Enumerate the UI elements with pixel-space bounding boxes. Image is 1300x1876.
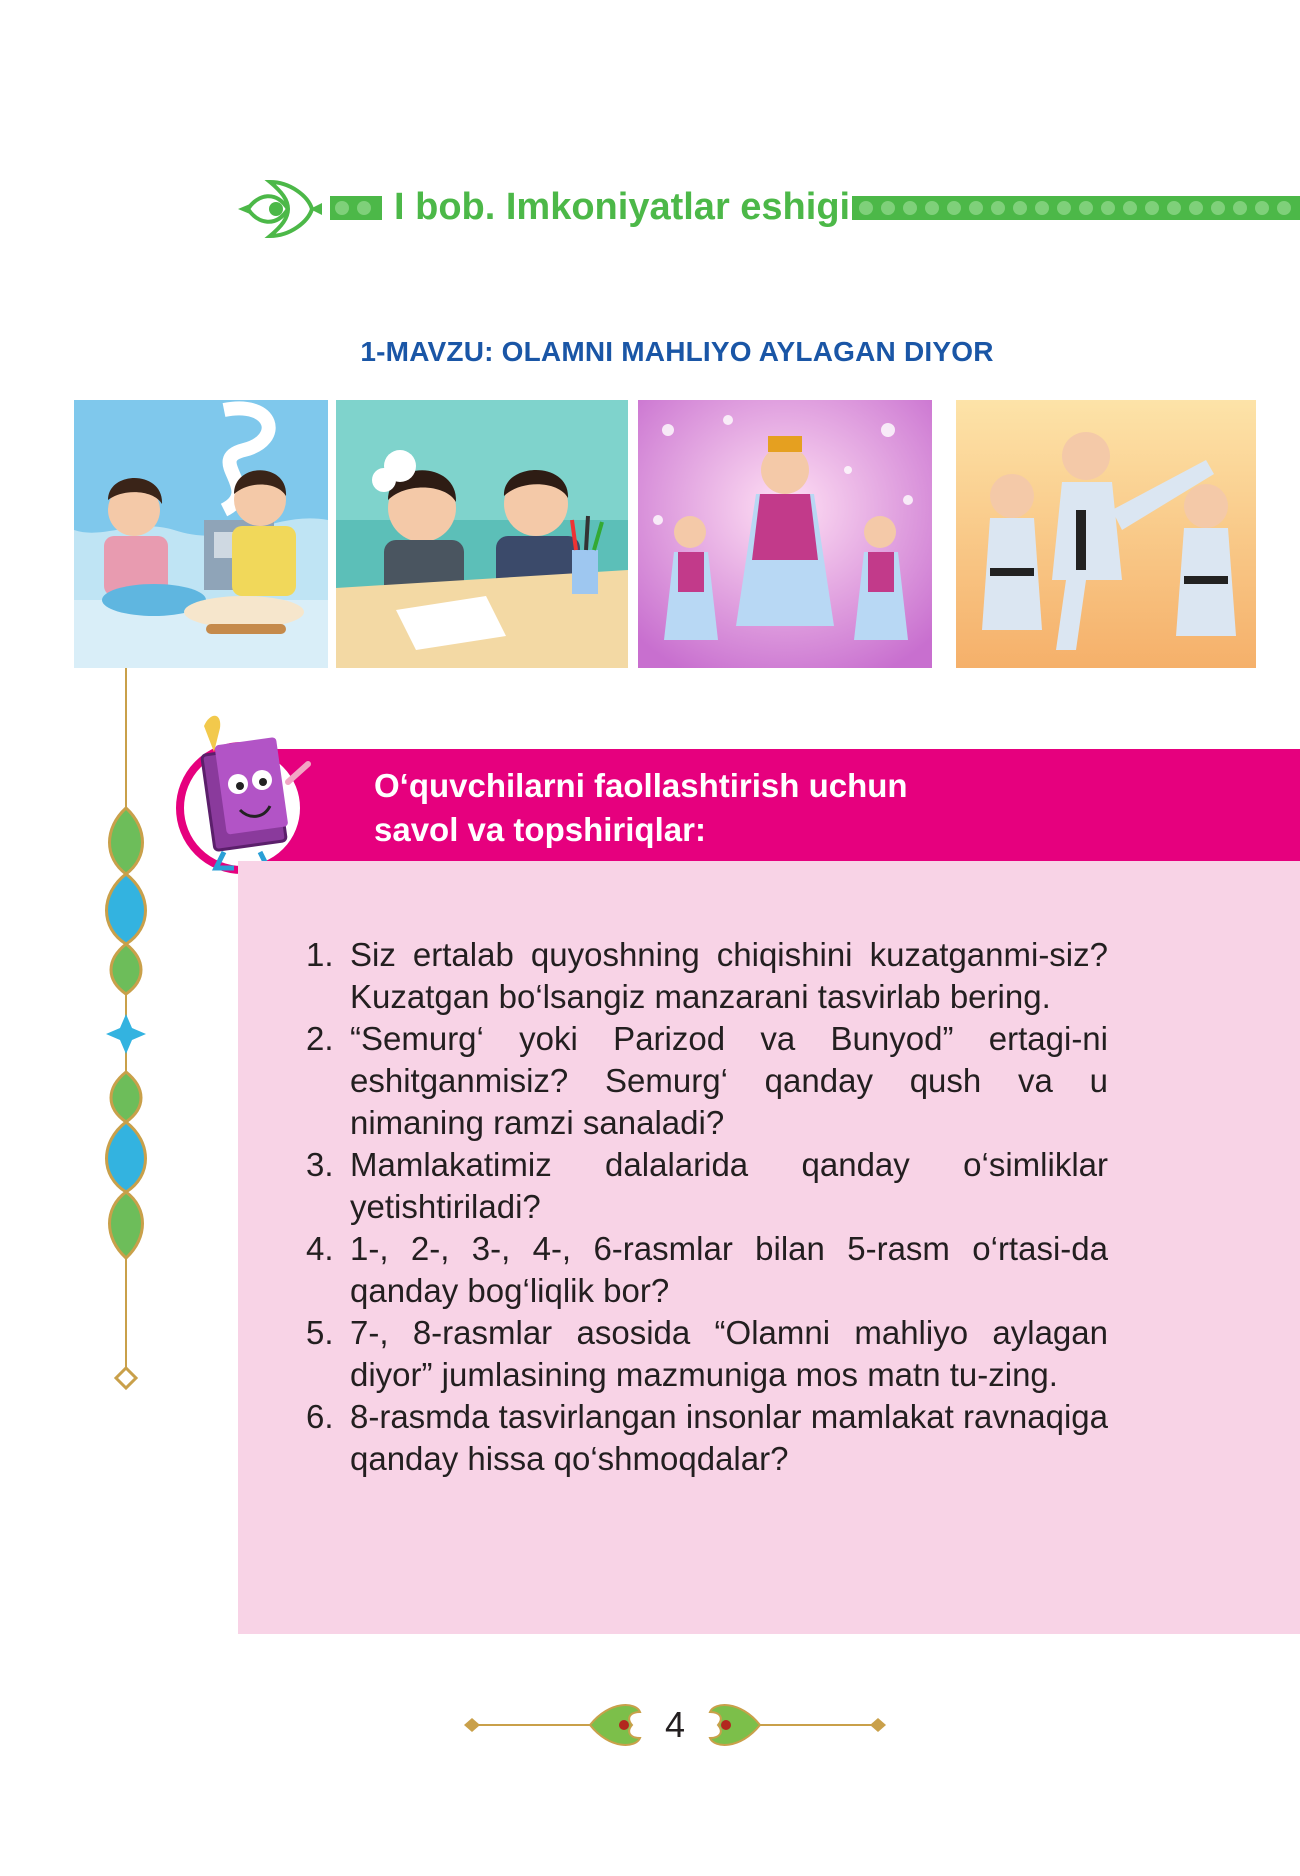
baking-children-illustration-icon — [74, 400, 328, 668]
question-item — [306, 1312, 1108, 1396]
question-number: 5. — [306, 1314, 334, 1351]
chapter-title: I bob. Imkoniyatlar eshigi — [394, 186, 851, 228]
question-text: 7-, 8-rasmlar asosida “Olamni mahliyo aylagan diyor” jumlasining mazmuniga mos matn tu-zing. — [350, 1314, 1108, 1393]
topic-title: 1-MAVZU: OLAMNI MAHLIYO AYLAGAN DIYOR — [360, 336, 994, 367]
question-text: “Semurg‘ yoki Parizod va Bunyod” ertagi-ni eshitganmisiz? Semurg‘ qanday qush va u nimaning ramzi sanaladi? — [350, 1020, 1108, 1141]
question-item — [306, 1228, 1108, 1312]
book-mascot-icon — [164, 712, 312, 874]
students-at-desk-illustration-icon — [336, 400, 628, 668]
karate-boys-illustration-icon — [956, 400, 1256, 668]
chapter-bar-left — [330, 196, 382, 220]
question-item — [306, 1144, 1108, 1228]
question-number: 6. — [306, 1398, 334, 1435]
chapter-ornament-icon — [236, 176, 322, 242]
question-text: Siz ertalab quyoshning chiqishini kuzatganmi-siz? Kuzatgan bo‘lsangiz manzarani tasvirlab bering. — [350, 936, 1108, 1015]
question-list — [306, 934, 1108, 1480]
chapter-bar-right — [852, 196, 1300, 220]
question-number: 3. — [306, 1146, 334, 1183]
question-text: Mamlakatimiz dalalarida qanday o‘simliklar yetishtiriladi? — [350, 1146, 1108, 1225]
question-item — [306, 934, 1108, 1018]
question-text: 1-, 2-, 3-, 4-, 6-rasmlar bilan 5-rasm o‘rtasi-da qanday bog‘liqlik bor? — [350, 1230, 1108, 1309]
question-number: 2. — [306, 1020, 334, 1057]
question-item — [306, 1018, 1108, 1144]
activity-title — [374, 764, 1074, 852]
activity-title-line-2: savol va topshiriqlar: — [374, 811, 706, 848]
page-number: 4 — [664, 1704, 686, 1745]
side-ornament-icon — [96, 668, 156, 1398]
question-item — [306, 1396, 1108, 1480]
question-text: 8-rasmda tasvirlangan insonlar mamlakat ravnaqiga qanday hissa qo‘shmoqdalar? — [350, 1398, 1108, 1477]
dancing-girls-illustration-icon — [638, 400, 932, 668]
question-number: 1. — [306, 936, 334, 973]
question-number: 4. — [306, 1230, 334, 1267]
activity-title-line-1: O‘quvchilarni faollashtirish uchun — [374, 767, 908, 804]
